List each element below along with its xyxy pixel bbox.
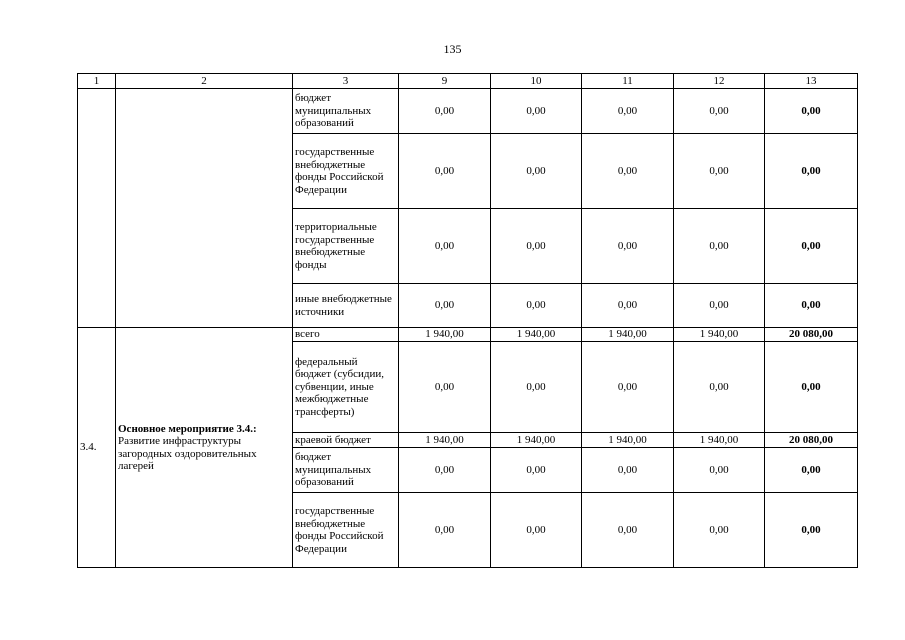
value-cell: 0,00	[399, 342, 491, 433]
value-cell: 0,00	[582, 89, 674, 134]
column-header: 10	[491, 74, 582, 89]
value-cell: 0,00	[674, 89, 765, 134]
value-cell: 0,00	[399, 284, 491, 328]
column-header: 9	[399, 74, 491, 89]
value-cell: 0,00	[399, 134, 491, 209]
source-label: территориальные государственные внебюджетные фонды	[293, 209, 399, 284]
source-label: государственные внебюджетные фонды Российской Федерации	[293, 134, 399, 209]
source-label: государственные внебюджетные фонды Российской Федерации	[293, 493, 399, 568]
table-row	[78, 328, 858, 342]
source-label: всего	[293, 328, 399, 342]
value-cell: 1 940,00	[582, 433, 674, 448]
source-label: иные внебюджетные источники	[293, 284, 399, 328]
value-cell: 0,00	[491, 448, 582, 493]
column-header: 2	[116, 74, 293, 89]
value-cell: 0,00	[674, 134, 765, 209]
value-cell: 0,00	[582, 209, 674, 284]
value-cell: 0,00	[582, 342, 674, 433]
column-header: 12	[674, 74, 765, 89]
value-cell: 0,00	[491, 342, 582, 433]
source-label: бюджет муниципальных образований	[293, 448, 399, 493]
index-cell-empty	[78, 89, 116, 328]
value-cell: 0,00	[399, 448, 491, 493]
value-cell: 0,00	[491, 209, 582, 284]
value-cell: 0,00	[582, 284, 674, 328]
value-cell: 0,00	[674, 448, 765, 493]
source-label: бюджет муниципальных образований	[293, 89, 399, 134]
total-cell: 20 080,00	[765, 433, 858, 448]
value-cell: 0,00	[582, 134, 674, 209]
value-cell: 0,00	[582, 493, 674, 568]
value-cell: 0,00	[399, 493, 491, 568]
value-cell: 0,00	[674, 342, 765, 433]
value-cell: 0,00	[491, 134, 582, 209]
value-cell: 1 940,00	[399, 328, 491, 342]
value-cell: 0,00	[491, 493, 582, 568]
measure-title: Основное мероприятие 3.4.:	[118, 422, 257, 435]
measure-description: Развитие инфраструктуры загородных оздоровительных лагерей	[118, 435, 257, 472]
source-label: краевой бюджет	[293, 433, 399, 448]
page-number: 135	[443, 42, 462, 56]
measure-description-cell	[116, 328, 293, 568]
source-label: федеральный бюджет (субсидии, субвенции, иные межбюджетные трансферты)	[293, 342, 399, 433]
total-cell: 0,00	[765, 89, 858, 134]
value-cell: 0,00	[399, 209, 491, 284]
measure-index: 3.4.	[78, 328, 116, 568]
description-cell-empty	[116, 89, 293, 328]
total-cell: 0,00	[765, 493, 858, 568]
budget-table	[77, 73, 858, 568]
value-cell: 1 940,00	[491, 433, 582, 448]
value-cell: 0,00	[491, 284, 582, 328]
total-cell: 0,00	[765, 448, 858, 493]
value-cell: 1 940,00	[582, 328, 674, 342]
value-cell: 0,00	[674, 284, 765, 328]
total-cell: 20 080,00	[765, 328, 858, 342]
value-cell: 0,00	[582, 448, 674, 493]
column-header: 3	[293, 74, 399, 89]
value-cell: 0,00	[674, 209, 765, 284]
value-cell: 0,00	[491, 89, 582, 134]
header-row	[78, 74, 858, 89]
total-cell: 0,00	[765, 134, 858, 209]
value-cell: 1 940,00	[399, 433, 491, 448]
value-cell: 0,00	[674, 493, 765, 568]
value-cell: 1 940,00	[674, 433, 765, 448]
total-cell: 0,00	[765, 284, 858, 328]
column-header: 1	[78, 74, 116, 89]
value-cell: 1 940,00	[491, 328, 582, 342]
table-row	[78, 89, 858, 134]
column-header: 13	[765, 74, 858, 89]
total-cell: 0,00	[765, 342, 858, 433]
column-header: 11	[582, 74, 674, 89]
value-cell: 0,00	[399, 89, 491, 134]
total-cell: 0,00	[765, 209, 858, 284]
value-cell: 1 940,00	[674, 328, 765, 342]
